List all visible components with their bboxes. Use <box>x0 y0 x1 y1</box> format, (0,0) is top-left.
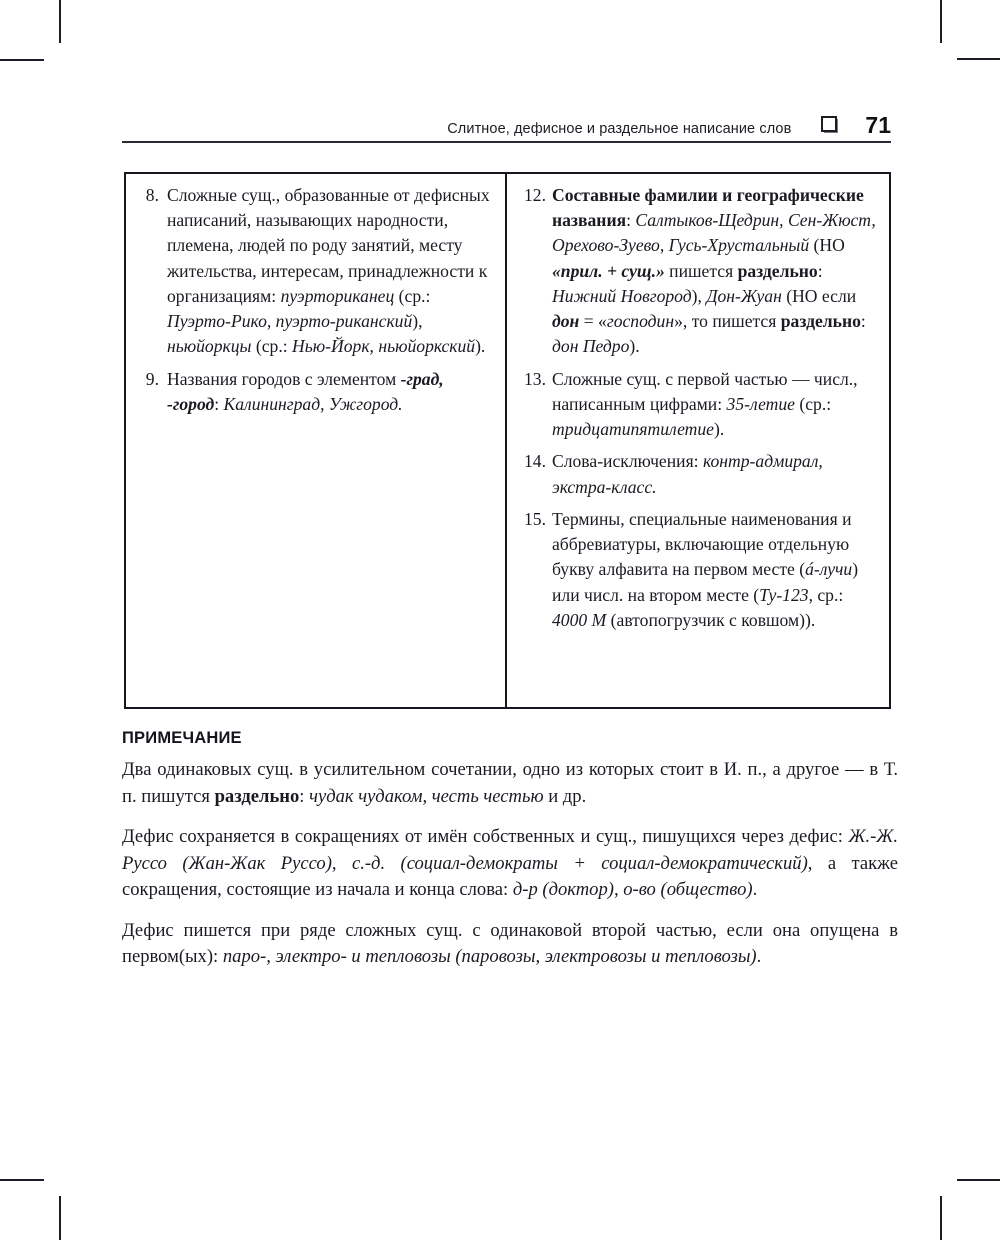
text-run: Составные фамилии и географические названия <box>552 185 864 231</box>
text-run: раздельно <box>737 260 818 281</box>
text-run: пишется <box>664 260 738 281</box>
text-run: (НО если <box>781 285 857 306</box>
text-run: с.-д. (социал-демократы + социал-демократический) <box>351 852 808 874</box>
rules-list-item <box>520 367 879 443</box>
note-body <box>122 757 898 971</box>
rules-list-item-text <box>552 183 879 360</box>
note-paragraph <box>122 824 898 904</box>
text-run: (ср.: <box>251 336 293 357</box>
text-run: ). <box>629 336 640 357</box>
text-run: господин <box>606 311 675 332</box>
text-run: дон Педро <box>552 336 630 357</box>
text-run: 4000 М <box>552 609 607 630</box>
text-run: , а также сокращения, состоящие из начала и конца слова: <box>122 852 899 901</box>
text-run: д-р (доктор), о-во (общество) <box>512 879 753 901</box>
text-run: и др. <box>543 785 587 807</box>
text-run: «прил. + сущ.» <box>552 260 665 281</box>
text-run: Сложные сущ. с первой частью — числ., написанным цифрами: <box>552 368 858 414</box>
text-run: ), <box>691 285 707 306</box>
text-run: дон <box>552 311 580 332</box>
text-run: Ту-123 <box>759 584 809 605</box>
page-number: 71 <box>865 112 891 138</box>
text-run: контр-адмирал, экстра-класс. <box>552 451 823 497</box>
text-run: Нижний Новгород <box>552 285 692 306</box>
text-run: ), <box>412 311 423 332</box>
running-head <box>122 112 891 139</box>
text-run: (ср.: <box>394 285 431 306</box>
rules-list-item <box>520 183 879 360</box>
rules-list-item-number: 12. <box>524 185 546 205</box>
text-run: ). <box>714 419 725 440</box>
rules-list-item-text <box>167 183 493 360</box>
rules-list-item-text <box>167 367 493 417</box>
rules-table-left-column <box>126 174 507 707</box>
text-run: Два одинаковых сущ. в усилительном сочетании, одно из которых стоит в И. п., а другое — в Т. п. пишутся <box>122 759 898 807</box>
square-bullet-icon <box>821 116 837 132</box>
text-run: . <box>756 946 762 968</box>
text-run: чудак чудаком, честь честью <box>309 785 544 807</box>
note-paragraph <box>122 918 898 971</box>
text-run: : <box>817 260 823 281</box>
text-run: Слова-исключения: <box>552 451 703 472</box>
text-run: . <box>752 879 758 901</box>
text-run: Салтыков-Щедрин, Сен-Жюст, Орехово-Зуево, Гусь-Хрустальный <box>552 210 876 256</box>
crop-mark-top-right-vertical <box>940 0 942 43</box>
text-run: : <box>860 311 866 332</box>
text-run: Ж.-Ж. Руссо (Жан-Жак Руссо) <box>122 826 898 874</box>
crop-mark-bottom-right-vertical <box>940 1196 942 1240</box>
rules-list-item-number: 14. <box>524 451 546 472</box>
text-run: , <box>331 852 352 874</box>
text-run: раздельно <box>214 785 300 807</box>
text-run: Пуэрто-Рико, пуэрто-риканский <box>167 311 413 332</box>
text-run: : <box>299 785 310 807</box>
text-run: пуэрториканец <box>280 285 395 306</box>
running-head-title: Слитное, дефисное и раздельное написание слов <box>447 121 792 137</box>
rules-list-item-number: 13. <box>524 368 546 389</box>
text-run: 35-летие <box>726 393 795 414</box>
rules-list-item <box>140 367 493 417</box>
text-run: -град, -город <box>167 368 444 414</box>
text-run: Калининград, Ужгород. <box>223 393 403 414</box>
text-run: Дефис пишется при ряде сложных сущ. с одинаковой второй частью, если она опущена в первом(ых): <box>122 919 898 968</box>
text-run: ньюйоркцы <box>167 336 252 357</box>
crop-mark-bottom-right-horizontal <box>957 1179 1000 1181</box>
crop-mark-top-left-vertical <box>59 0 61 43</box>
text-run: , ср.: <box>808 584 844 605</box>
rules-list-item-text <box>552 449 879 499</box>
rules-list-item-number: 9. <box>145 368 159 389</box>
text-run: раздельно <box>780 311 861 332</box>
crop-mark-bottom-left-horizontal <box>0 1179 44 1181</box>
text-run: Термины, специальные наименования и аббревиатуры, включающие отдельную букву алфавита на первом месте ( <box>552 508 852 580</box>
text-run: Сложные сущ., образованные от дефисных написаний, называющих народности, племена, людей по роду занятий, месту жительства, интересам, принадлежности к организациям: <box>167 185 490 306</box>
text-run: паро-, электро- и тепловозы (паровозы, электровозы и тепловозы) <box>222 946 757 968</box>
text-run: ) или числ. на втором месте ( <box>552 559 859 605</box>
text-run: », то пишется <box>674 311 781 332</box>
rules-list-item-number: 8. <box>145 185 159 205</box>
text-run: Дефис сохраняется в сокращениях от имён собственных и сущ., пишущихся через дефис: <box>122 826 849 848</box>
text-run: (автопогрузчик с ковшом)). <box>606 609 816 630</box>
text-run: (ср.: <box>794 393 832 414</box>
text-run: ). <box>475 336 486 357</box>
running-head-rule <box>122 141 891 143</box>
text-run: : <box>214 393 224 414</box>
text-run: Нью-Йорк, ньюйоркский <box>292 336 476 357</box>
rules-list-item <box>520 507 879 633</box>
rules-list-item <box>520 449 879 499</box>
rules-list-item <box>140 183 493 360</box>
text-run: Дон-Жуан <box>706 285 782 306</box>
text-run: = « <box>579 311 607 332</box>
text-run: Названия городов с элементом <box>167 368 401 389</box>
note-heading: ПРИМЕЧАНИЕ <box>122 729 242 747</box>
note-paragraph <box>122 757 898 810</box>
rules-table-right-column <box>507 174 889 707</box>
rules-list-right <box>520 183 879 633</box>
text-run: á-лучи <box>805 559 853 580</box>
text-run: тридцатипятилетие <box>552 419 714 440</box>
rules-list-item-text <box>552 507 879 633</box>
rules-list-item-number: 15. <box>524 508 546 529</box>
crop-mark-top-left-horizontal <box>0 59 44 61</box>
rules-table <box>124 172 891 709</box>
rules-list-left <box>140 183 493 417</box>
crop-mark-bottom-left-vertical <box>59 1196 61 1240</box>
text-run: (НО <box>809 235 845 256</box>
rules-list-item-text <box>552 367 879 443</box>
text-run: : <box>626 210 636 231</box>
crop-mark-top-right-horizontal <box>957 58 1000 60</box>
